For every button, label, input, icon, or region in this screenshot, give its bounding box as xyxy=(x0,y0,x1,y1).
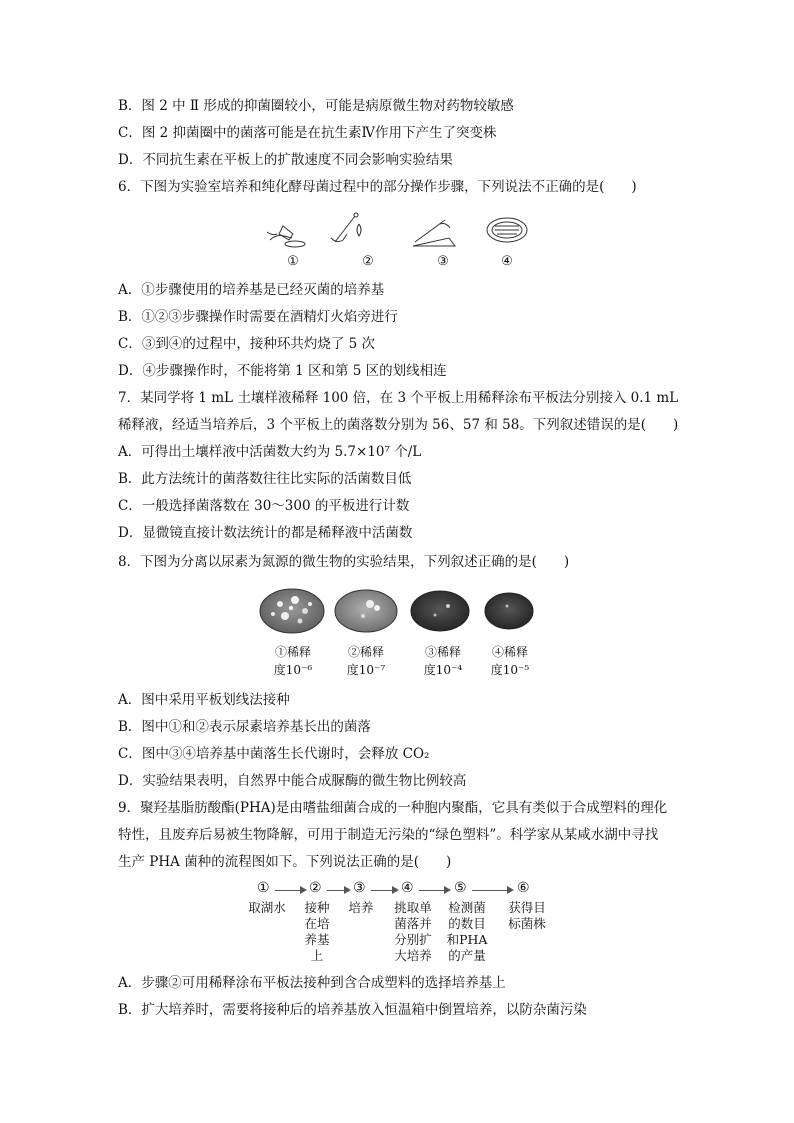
step1-pour-icon xyxy=(267,226,305,247)
fig8-label-1-bottom: 度10⁻⁶ xyxy=(273,663,313,677)
q6-option-a: A．①步骤使用的培养基是已经灭菌的培养基 xyxy=(118,282,385,298)
flow-step-2-line1: 接种 xyxy=(304,900,330,915)
question-6: 6．下图为实验室培养和纯化酵母菌过程中的部分操作步骤，下列说法不正确的是( ) xyxy=(118,179,637,195)
step2-loop-icon xyxy=(331,213,361,242)
flow-num-5: ⑤ xyxy=(454,880,467,896)
question-9-line3: 生产 PHA 菌种的流程图如下。下列说法正确的是( ) xyxy=(118,854,452,870)
step4-plate-icon xyxy=(487,218,527,242)
q8-option-a: A．图中采用平板划线法接种 xyxy=(118,692,290,708)
flow-num-2: ② xyxy=(309,880,322,896)
q8-option-b: B．图中①和②表示尿素培养基长出的菌落 xyxy=(118,719,371,735)
flow-step-5 xyxy=(443,900,491,964)
q9-option-b: B．扩大培养时，需要将接种后的培养基放入恒温箱中倒置培养，以防杂菌污染 xyxy=(118,1002,587,1018)
flow-step-2-line3: 养基 xyxy=(304,932,330,947)
step3-streak-icon xyxy=(413,220,455,246)
flow-step-3-text: 培养 xyxy=(348,900,374,915)
figure-6-drawing xyxy=(265,212,530,254)
fig8-label-3-bottom: 度10⁻⁴ xyxy=(423,663,463,677)
flow-step-3 xyxy=(343,900,379,916)
flow-step-2 xyxy=(299,900,335,964)
flow-num-4: ④ xyxy=(401,880,414,896)
fig8-label-2-top: ②稀释 xyxy=(347,645,384,659)
option-d-prev: D．不同抗生素在平板上的扩散速度不同会影响实验结果 xyxy=(118,152,453,168)
plate-2 xyxy=(335,590,397,632)
flow-step-6-line1: 获得目 xyxy=(508,900,546,915)
q8-option-d: D．实验结果表明，自然界中能合成脲酶的微生物比例较高 xyxy=(118,773,467,789)
fig8-label-3-top: ③稀释 xyxy=(424,645,461,659)
flow-step-4 xyxy=(389,900,437,964)
fig6-label-2: ② xyxy=(362,254,374,269)
q7-option-a: A．可得出土壤样液中活菌数大约为 5.7×10⁷ 个/L xyxy=(118,444,422,460)
flow-arrow-1 xyxy=(275,890,305,891)
option-c-prev: C．图 2 抑菌圈中的菌落可能是在抗生素Ⅳ作用下产生了突变株 xyxy=(118,125,497,141)
q9-option-a: A．步骤②可用稀释涂布平板法接种到含合成塑料的选择培养基上 xyxy=(118,975,506,991)
flow-step-2-line2: 在培 xyxy=(304,916,330,931)
fig6-label-4: ④ xyxy=(501,254,513,269)
flow-step-4-line1: 挑取单 xyxy=(394,900,432,915)
flow-step-6 xyxy=(503,900,551,932)
flow-step-5-line2: 的数目 xyxy=(448,916,486,931)
q7-option-d: D．显微镜直接计数法统计的都是稀释液中活菌数 xyxy=(118,525,413,541)
flow-step-4-line3: 分别扩 xyxy=(394,932,432,947)
flow-num-1: ① xyxy=(257,880,270,896)
q6-option-d: D．④步骤操作时，不能将第 1 区和第 5 区的划线相连 xyxy=(118,363,447,379)
flow-step-1-text: 取湖水 xyxy=(248,900,286,915)
flow-arrow-3 xyxy=(371,890,397,891)
fig8-label-4-bottom: 度10⁻⁵ xyxy=(490,663,530,677)
question-7-line1: 7．某同学将 1 mL 土壤样液稀释 100 倍，在 3 个平板上用稀释涂布平板法分别接入 0.1 mL xyxy=(118,390,679,406)
q8-option-c: C．图中③④培养基中菌落生长代谢时，会释放 CO₂ xyxy=(118,746,430,762)
question-8: 8．下图为分离以尿素为氮源的微生物的实验结果，下列叙述正确的是( ) xyxy=(118,554,570,570)
fig6-label-1: ① xyxy=(287,254,299,269)
flow-num-3: ③ xyxy=(353,880,366,896)
flow-step-6-line2: 标菌株 xyxy=(508,916,546,931)
q7-option-b: B．此方法统计的菌落数往往比实际的活菌数目低 xyxy=(118,471,412,487)
flow-num-6: ⑥ xyxy=(517,880,530,896)
flow-arrow-5 xyxy=(472,890,512,891)
flow-step-1 xyxy=(245,900,289,916)
flow-step-2-line4: 上 xyxy=(310,948,324,963)
fig8-label-2-bottom: 度10⁻⁷ xyxy=(346,663,386,677)
q6-option-c: C．③到④的过程中，接种环共灼烧了 5 次 xyxy=(118,336,376,352)
figure-8-plates xyxy=(255,586,535,636)
plate-1 xyxy=(260,589,324,633)
plate-4 xyxy=(485,593,533,629)
fig8-label-4-top: ④稀释 xyxy=(491,645,528,659)
flow-step-5-line4: 的产量 xyxy=(448,948,486,963)
question-9-line2: 特性，且废弃后易被生物降解，可用于制造无污染的“绿色塑料”。科学家从某咸水湖中寻找 xyxy=(118,827,659,843)
plate-3 xyxy=(411,591,469,631)
question-9-line1: 9．聚羟基脂肪酸酯(PHA)是由嗜盐细菌合成的一种胞内聚酯，它具有类似于合成塑料的理化 xyxy=(118,800,668,816)
flow-arrow-2 xyxy=(327,890,349,891)
figure-9-flowchart xyxy=(245,880,555,966)
figure-6 xyxy=(265,212,530,272)
flow-step-5-line1: 检测菌 xyxy=(448,900,486,915)
option-b-prev: B．图 2 中 Ⅱ 形成的抑菌圈较小，可能是病原微生物对药物较敏感 xyxy=(118,98,514,114)
fig8-label-1-top: ①稀释 xyxy=(274,645,311,659)
flow-step-4-line4: 大培养 xyxy=(394,948,432,963)
figure-8 xyxy=(255,586,535,686)
flow-step-4-line2: 菌落并 xyxy=(394,916,432,931)
flow-arrow-4 xyxy=(419,890,449,891)
q7-option-c: C．一般选择菌落数在 30～300 的平板进行计数 xyxy=(118,498,410,514)
fig6-label-3: ③ xyxy=(437,254,449,269)
flow-step-5-line3: 和PHA xyxy=(446,932,488,947)
question-7-line2: 稀释液，经适当培养后，3 个平板上的菌落数分别为 56、57 和 58。下列叙述错误的是( ) xyxy=(118,417,679,433)
q6-option-b: B．①②③步骤操作时需要在酒精灯火焰旁进行 xyxy=(118,309,398,325)
